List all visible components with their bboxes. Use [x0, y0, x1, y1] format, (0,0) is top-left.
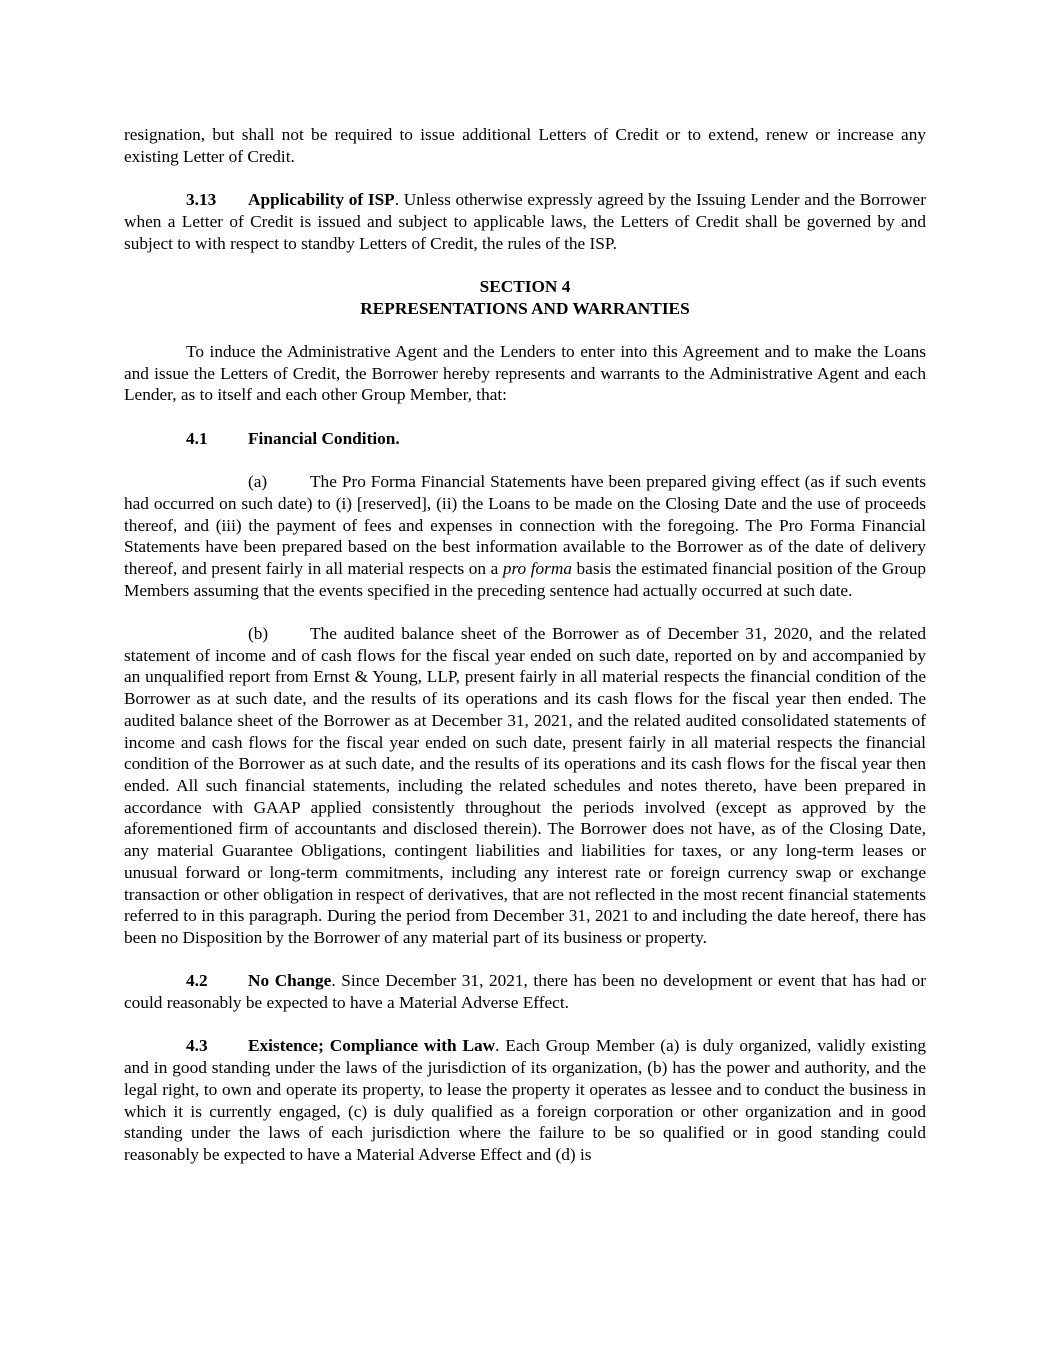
section-text: . Each Group Member (a) is duly organized, validly existing and in good standing under the laws of the jurisdiction of its organization, (b) has the power and authority, and the legal right, to own and operate its property, to lease the property it operates as lessee and to conduct the business in which it is currently engaged, (c) is duly qualified as a foreign corporation or other organization and in good standing under the laws of each jurisdiction where the failure to be so qualified or in good standing could reasonably be expected to have a Material Adverse Effect and (d) is [124, 1036, 926, 1164]
clause-text-continued: basis the estimated financial position of the Group Members assuming that the events specified in the preceding sentence had actually occurred at such date. [124, 558, 926, 600]
section-number: 4.2 [186, 971, 208, 991]
section-number: 3.13 [186, 190, 217, 210]
clause-label: (b) [248, 624, 269, 644]
intro-paragraph: To induce the Administrative Agent and the Lenders to enter into this Agreement and to make the Loans and issue the Letters of Credit, the Borrower hereby represents and warrants to the Administrative Agent and each Lender, as to itself and each other Group Member, that: [124, 341, 926, 405]
section-title: No Change [248, 971, 332, 991]
paragraph-4-1-a [124, 471, 926, 601]
clause-italic: pro forma [502, 558, 572, 578]
section-heading-title: REPRESENTATIONS AND WARRANTIES [360, 298, 690, 318]
section-3-13 [124, 189, 926, 254]
clause-text: The audited balance sheet of the Borrower as of December 31, 2020, and the related statement of income and of cash flows for the fiscal year ended on such date, reported on by and accompanied by an unqualified report from Ernst & Young, LLP, present fairly in all material respects the financial condition of the Borrower as at such date, and the results of its operations and its cash flows for the fiscal year then ended. The audited balance sheet of the Borrower as at December 31, 2021, and the related audited consolidated statements of income and cash flows for the fiscal year ended on such date, present fairly in all material respects the financial condition of the Borrower as at such date, and the results of its operations and its cash flows for the fiscal year then ended. All such financial statements, including the related schedules and notes thereto, have been prepared in accordance with GAAP applied consistently throughout the periods involved (except as approved by the aforementioned firm of accountants and disclosed therein). The Borrower does not have, as of the Closing Date, any material Guarantee Obligations, contingent liabilities and liabilities for taxes, or any long-term leases or unusual forward or long-term commitments, including any interest rate or foreign currency swap or exchange transaction or other obligation in respect of derivatives, that are not reflected in the most recent financial statements referred to in this paragraph. During the period from December 31, 2021 to and including the date hereof, there has been no Disposition by the Borrower of any material part of its business or property. [124, 624, 926, 947]
paragraph-4-1-b [124, 623, 926, 949]
document-page [124, 124, 926, 1187]
section-4-2 [124, 970, 926, 1013]
section-title: Existence; Compliance with Law [248, 1036, 496, 1056]
section-title: Applicability of ISP [248, 190, 395, 210]
section-title: Financial Condition. [248, 428, 400, 448]
section-number: 4.1 [186, 428, 208, 448]
section-label: SECTION 4 [479, 276, 571, 296]
section-4-3 [124, 1035, 926, 1165]
section-4-1-heading [124, 428, 926, 450]
clause-text: The Pro Forma Financial Statements have been prepared giving effect (as if such events had occurred on such date) to (i) [reserved], (ii) the Loans to be made on the Closing Date and the use of proceeds thereof, and (iii) the payment of fees and expenses in connection with the foregoing. The Pro Forma Financial Statements have been prepared based on the best information available to the Borrower as of the date of delivery thereof, and present fairly in all material respects on a [124, 472, 926, 578]
section-number: 4.3 [186, 1036, 208, 1056]
continued-paragraph: resignation, but shall not be required to issue additional Letters of Credit or to extend, renew or increase any existing Letter of Credit. [124, 125, 926, 166]
section-text: . Since December 31, 2021, there has been no development or event that has had or could reasonably be expected to have a Material Adverse Effect. [124, 971, 926, 1013]
clause-label: (a) [248, 472, 268, 492]
section-4-heading [124, 276, 926, 319]
section-text: . Unless otherwise expressly agreed by the Issuing Lender and the Borrower when a Letter of Credit is issued and subject to applicable laws, the Letters of Credit shall be governed by and subject to with respect to standby Letters of Credit, the rules of the ISP. [124, 190, 926, 253]
